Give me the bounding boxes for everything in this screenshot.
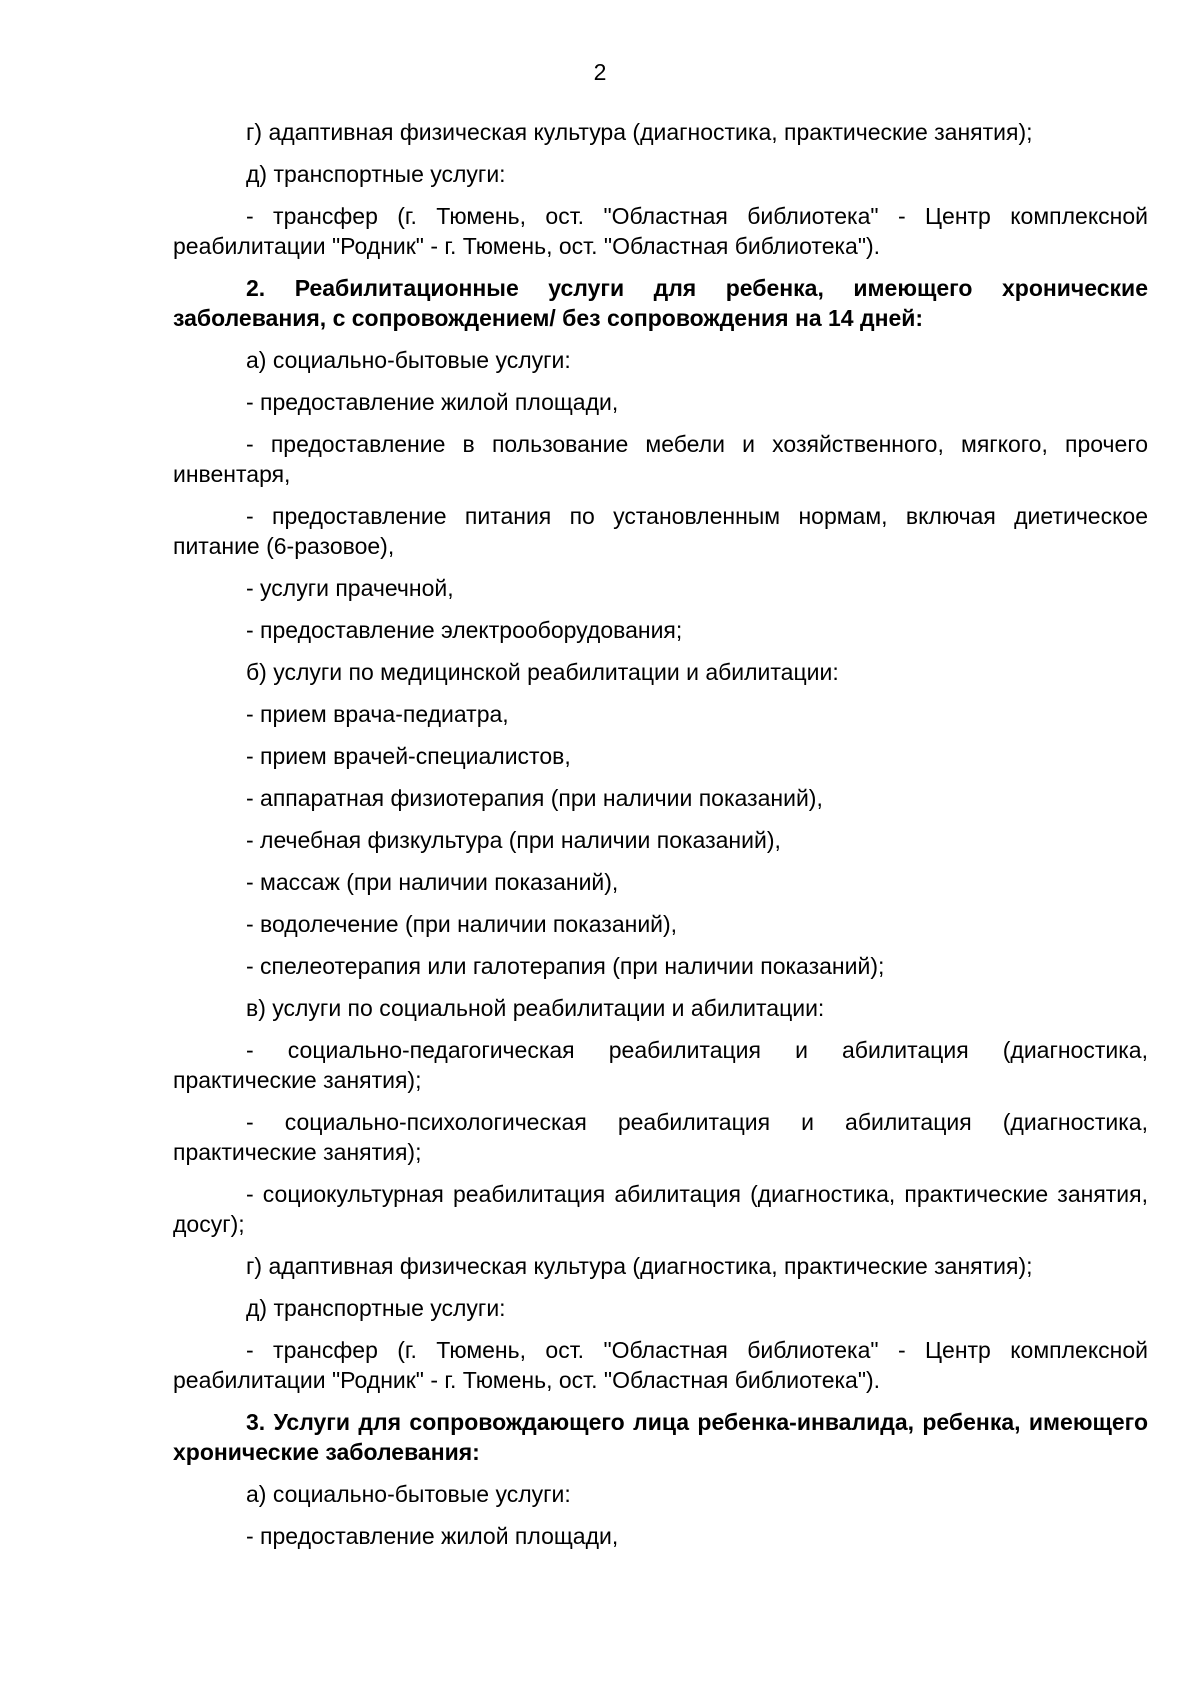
paragraph: а) социально-бытовые услуги:	[246, 1481, 571, 1507]
paragraph: д) транспортные услуги:	[246, 161, 506, 187]
paragraph: - трансфер (г. Тюмень, ост. "Областная библиотека" - Центр комплексной реабилитации "Родник" - г. Тюмень, ост. "Областная библиотека").	[173, 1337, 1148, 1393]
paragraph: - предоставление жилой площади,	[246, 1523, 619, 1549]
paragraph: г) адаптивная физическая культура (диагностика, практические занятия);	[246, 119, 1033, 145]
paragraph: в) услуги по социальной реабилитации и абилитации:	[246, 995, 825, 1021]
paragraph: б) услуги по медицинской реабилитации и абилитации:	[246, 659, 839, 685]
paragraph: - массаж (при наличии показаний),	[246, 869, 619, 895]
paragraph: - социально-психологическая реабилитация и абилитация (диагностика, практические занятия);	[173, 1109, 1148, 1165]
paragraph: - услуги прачечной,	[246, 575, 454, 601]
paragraph: - водолечение (при наличии показаний),	[246, 911, 678, 937]
paragraph: г) адаптивная физическая культура (диагностика, практические занятия);	[246, 1253, 1033, 1279]
paragraph: - предоставление электрооборудования;	[246, 617, 683, 643]
paragraph: - трансфер (г. Тюмень, ост. "Областная библиотека" - Центр комплексной реабилитации "Родник" - г. Тюмень, ост. "Областная библиотека").	[173, 203, 1148, 259]
paragraph: - прием врача-педиатра,	[246, 701, 509, 727]
paragraph: д) транспортные услуги:	[246, 1295, 506, 1321]
paragraph: - прием врачей-специалистов,	[246, 743, 571, 769]
page-number: 2	[593, 59, 607, 85]
paragraph: - спелеотерапия или галотерапия (при наличии показаний);	[246, 953, 885, 979]
paragraph: - предоставление жилой площади,	[246, 389, 619, 415]
section-heading: 2. Реабилитационные услуги для ребенка, имеющего хронические заболевания, с сопровождением/ без сопровождения на 14 дней:	[173, 275, 1148, 331]
paragraph: - социокультурная реабилитация абилитация (диагностика, практические занятия, досуг);	[173, 1181, 1148, 1237]
paragraph: - аппаратная физиотерапия (при наличии показаний),	[246, 785, 823, 811]
paragraph: - социально-педагогическая реабилитация и абилитация (диагностика, практические занятия);	[173, 1037, 1148, 1093]
paragraph: а) социально-бытовые услуги:	[246, 347, 571, 373]
document-body	[173, 117, 1148, 1563]
paragraph: - лечебная физкультура (при наличии показаний),	[246, 827, 781, 853]
paragraph: - предоставление питания по установленным нормам, включая диетическое питание (6-разовое),	[173, 503, 1148, 559]
section-heading: 3. Услуги для сопровождающего лица ребенка-инвалида, ребенка, имеющего хронические заболевания:	[173, 1409, 1148, 1465]
paragraph: - предоставление в пользование мебели и хозяйственного, мягкого, прочего инвентаря,	[173, 431, 1148, 487]
